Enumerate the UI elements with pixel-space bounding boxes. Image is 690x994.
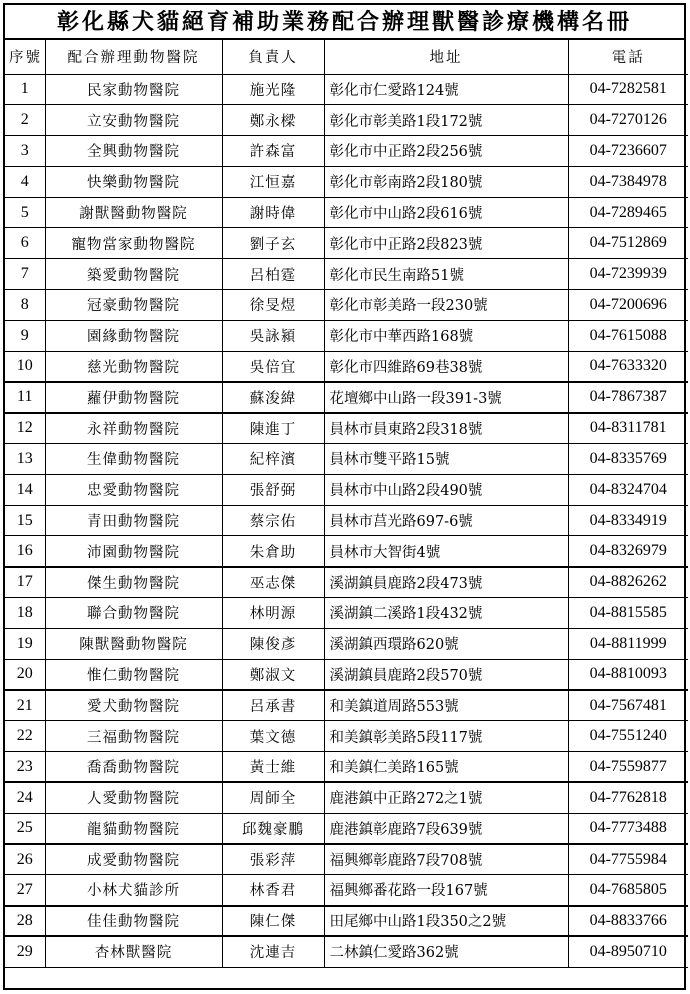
cell-phone: 04-8950710 bbox=[568, 936, 688, 967]
cell-seq: 2 bbox=[5, 105, 45, 136]
cell-phone: 04-8833766 bbox=[568, 906, 688, 937]
cell-clinic-name: 冠豪動物醫院 bbox=[45, 290, 222, 321]
cell-phone: 04-7615088 bbox=[568, 320, 688, 351]
cell-seq: 16 bbox=[5, 536, 45, 567]
cell-phone: 04-8335769 bbox=[568, 444, 688, 475]
header-address: 地址 bbox=[324, 40, 568, 74]
cell-seq: 20 bbox=[5, 659, 45, 690]
table-row bbox=[5, 290, 688, 321]
cell-address: 溪湖鎮西環路620號 bbox=[324, 628, 568, 659]
cell-person: 蘇浚緯 bbox=[222, 382, 324, 413]
cell-address: 彰化市中正路2段256號 bbox=[324, 136, 568, 167]
table-row bbox=[5, 536, 688, 567]
cell-address: 員林市雙平路15號 bbox=[324, 444, 568, 475]
cell-clinic-name: 三福動物醫院 bbox=[45, 721, 222, 752]
cell-person: 吳詠潁 bbox=[222, 320, 324, 351]
cell-address: 員林市大智街4號 bbox=[324, 536, 568, 567]
header-seq: 序號 bbox=[5, 40, 45, 74]
cell-clinic-name: 蘿伊動物醫院 bbox=[45, 382, 222, 413]
cell-seq: 27 bbox=[5, 875, 45, 906]
cell-clinic-name: 全興動物醫院 bbox=[45, 136, 222, 167]
cell-phone: 04-7551240 bbox=[568, 721, 688, 752]
cell-address: 溪湖鎮員鹿路2段473號 bbox=[324, 567, 568, 598]
cell-person: 謝時偉 bbox=[222, 197, 324, 228]
cell-seq: 4 bbox=[5, 166, 45, 197]
cell-clinic-name: 龍貓動物醫院 bbox=[45, 813, 222, 844]
cell-phone: 04-8815585 bbox=[568, 598, 688, 629]
cell-seq: 28 bbox=[5, 906, 45, 937]
cell-seq: 17 bbox=[5, 567, 45, 598]
cell-phone: 04-7512869 bbox=[568, 228, 688, 259]
table-body bbox=[5, 74, 688, 967]
cell-clinic-name: 慈光動物醫院 bbox=[45, 351, 222, 382]
cell-person: 林明源 bbox=[222, 598, 324, 629]
cell-seq: 7 bbox=[5, 259, 45, 290]
cell-person: 蔡宗佑 bbox=[222, 505, 324, 536]
document-title: 彰化縣犬貓絕育補助業務配合辦理獸醫診療機構名冊 bbox=[5, 5, 684, 40]
cell-address: 花壇鄉中山路一段391-3號 bbox=[324, 382, 568, 413]
cell-seq: 3 bbox=[5, 136, 45, 167]
cell-person: 陳俊彥 bbox=[222, 628, 324, 659]
cell-phone: 04-7685805 bbox=[568, 875, 688, 906]
cell-address: 和美鎮仁美路165號 bbox=[324, 752, 568, 783]
table-row bbox=[5, 844, 688, 875]
cell-clinic-name: 謝獸醫動物醫院 bbox=[45, 197, 222, 228]
table-row bbox=[5, 228, 688, 259]
table-row bbox=[5, 752, 688, 783]
table-row bbox=[5, 505, 688, 536]
cell-phone: 04-7270126 bbox=[568, 105, 688, 136]
cell-seq: 8 bbox=[5, 290, 45, 321]
cell-clinic-name: 生偉動物醫院 bbox=[45, 444, 222, 475]
cell-seq: 25 bbox=[5, 813, 45, 844]
table-row bbox=[5, 906, 688, 937]
cell-address: 溪湖鎮員鹿路2段570號 bbox=[324, 659, 568, 690]
cell-person: 施光隆 bbox=[222, 74, 324, 105]
cell-person: 沈連吉 bbox=[222, 936, 324, 967]
cell-clinic-name: 傑生動物醫院 bbox=[45, 567, 222, 598]
table-row bbox=[5, 659, 688, 690]
cell-phone: 04-7289465 bbox=[568, 197, 688, 228]
cell-address: 彰化市彰美路1段172號 bbox=[324, 105, 568, 136]
cell-phone: 04-8826262 bbox=[568, 567, 688, 598]
cell-phone: 04-8311781 bbox=[568, 413, 688, 444]
table-row bbox=[5, 74, 688, 105]
cell-phone: 04-7762818 bbox=[568, 782, 688, 813]
table-row bbox=[5, 136, 688, 167]
cell-seq: 13 bbox=[5, 444, 45, 475]
cell-person: 黃士維 bbox=[222, 752, 324, 783]
cell-phone: 04-8811999 bbox=[568, 628, 688, 659]
cell-phone: 04-7867387 bbox=[568, 382, 688, 413]
cell-seq: 1 bbox=[5, 74, 45, 105]
table-row bbox=[5, 875, 688, 906]
table-row bbox=[5, 813, 688, 844]
cell-clinic-name: 聯合動物醫院 bbox=[45, 598, 222, 629]
cell-address: 彰化市仁愛路124號 bbox=[324, 74, 568, 105]
cell-seq: 15 bbox=[5, 505, 45, 536]
cell-seq: 19 bbox=[5, 628, 45, 659]
cell-person: 劉子玄 bbox=[222, 228, 324, 259]
cell-person: 江恒嘉 bbox=[222, 166, 324, 197]
cell-seq: 24 bbox=[5, 782, 45, 813]
cell-seq: 5 bbox=[5, 197, 45, 228]
cell-address: 福興鄉彰鹿路7段708號 bbox=[324, 844, 568, 875]
cell-person: 張舒弼 bbox=[222, 474, 324, 505]
cell-phone: 04-7200696 bbox=[568, 290, 688, 321]
table-row bbox=[5, 197, 688, 228]
cell-address: 彰化市彰南路2段180號 bbox=[324, 166, 568, 197]
cell-person: 陳進丁 bbox=[222, 413, 324, 444]
cell-person: 張彩萍 bbox=[222, 844, 324, 875]
cell-seq: 11 bbox=[5, 382, 45, 413]
table-row bbox=[5, 105, 688, 136]
cell-person: 葉文德 bbox=[222, 721, 324, 752]
cell-seq: 22 bbox=[5, 721, 45, 752]
cell-address: 彰化市中正路2段823號 bbox=[324, 228, 568, 259]
table-row bbox=[5, 382, 688, 413]
table-row bbox=[5, 782, 688, 813]
cell-address: 員林市中山路2段490號 bbox=[324, 474, 568, 505]
cell-seq: 29 bbox=[5, 936, 45, 967]
cell-phone: 04-7239939 bbox=[568, 259, 688, 290]
table-row bbox=[5, 166, 688, 197]
cell-person: 呂柏霆 bbox=[222, 259, 324, 290]
cell-clinic-name: 忠愛動物醫院 bbox=[45, 474, 222, 505]
table-row bbox=[5, 351, 688, 382]
table-row bbox=[5, 320, 688, 351]
cell-person: 陳仁傑 bbox=[222, 906, 324, 937]
cell-clinic-name: 人愛動物醫院 bbox=[45, 782, 222, 813]
cell-clinic-name: 青田動物醫院 bbox=[45, 505, 222, 536]
cell-clinic-name: 喬喬動物醫院 bbox=[45, 752, 222, 783]
cell-phone: 04-7282581 bbox=[568, 74, 688, 105]
cell-address: 員林市員東路2段318號 bbox=[324, 413, 568, 444]
cell-phone: 04-8810093 bbox=[568, 659, 688, 690]
table-row bbox=[5, 567, 688, 598]
cell-clinic-name: 愛犬動物醫院 bbox=[45, 690, 222, 721]
table-header-row bbox=[5, 40, 688, 74]
cell-seq: 12 bbox=[5, 413, 45, 444]
cell-address: 田尾鄉中山路1段350之2號 bbox=[324, 906, 568, 937]
cell-address: 福興鄉番花路一段167號 bbox=[324, 875, 568, 906]
cell-clinic-name: 立安動物醫院 bbox=[45, 105, 222, 136]
cell-phone: 04-7755984 bbox=[568, 844, 688, 875]
cell-clinic-name: 惟仁動物醫院 bbox=[45, 659, 222, 690]
header-phone: 電話 bbox=[568, 40, 688, 74]
cell-clinic-name: 永祥動物醫院 bbox=[45, 413, 222, 444]
cell-seq: 6 bbox=[5, 228, 45, 259]
cell-phone: 04-7559877 bbox=[568, 752, 688, 783]
table-row bbox=[5, 721, 688, 752]
cell-person: 呂承書 bbox=[222, 690, 324, 721]
cell-address: 彰化市四維路69巷38號 bbox=[324, 351, 568, 382]
header-clinic: 配合辦理動物醫院 bbox=[45, 40, 222, 74]
cell-clinic-name: 沛園動物醫院 bbox=[45, 536, 222, 567]
cell-seq: 14 bbox=[5, 474, 45, 505]
cell-seq: 21 bbox=[5, 690, 45, 721]
cell-clinic-name: 園緣動物醫院 bbox=[45, 320, 222, 351]
cell-address: 鹿港鎮中正路272之1號 bbox=[324, 782, 568, 813]
cell-person: 紀梓濱 bbox=[222, 444, 324, 475]
table-row bbox=[5, 444, 688, 475]
cell-phone: 04-8326979 bbox=[568, 536, 688, 567]
cell-clinic-name: 小林犬貓診所 bbox=[45, 875, 222, 906]
table-row bbox=[5, 936, 688, 967]
cell-address: 溪湖鎮二溪路1段432號 bbox=[324, 598, 568, 629]
cell-phone: 04-8334919 bbox=[568, 505, 688, 536]
cell-address: 彰化市中華西路168號 bbox=[324, 320, 568, 351]
cell-address: 鹿港鎮彰鹿路7段639號 bbox=[324, 813, 568, 844]
cell-clinic-name: 佳佳動物醫院 bbox=[45, 906, 222, 937]
cell-address: 員林市莒光路697-6號 bbox=[324, 505, 568, 536]
clinic-table bbox=[5, 40, 688, 968]
table-row bbox=[5, 690, 688, 721]
cell-phone: 04-8324704 bbox=[568, 474, 688, 505]
cell-seq: 23 bbox=[5, 752, 45, 783]
table-row bbox=[5, 413, 688, 444]
cell-phone: 04-7384978 bbox=[568, 166, 688, 197]
table-row bbox=[5, 474, 688, 505]
cell-seq: 9 bbox=[5, 320, 45, 351]
cell-person: 鄭永樑 bbox=[222, 105, 324, 136]
cell-address: 和美鎮彰美路5段117號 bbox=[324, 721, 568, 752]
cell-person: 邱魏豪鵬 bbox=[222, 813, 324, 844]
cell-person: 徐旻煜 bbox=[222, 290, 324, 321]
document-sheet bbox=[3, 3, 686, 990]
cell-address: 二林鎮仁愛路362號 bbox=[324, 936, 568, 967]
cell-seq: 18 bbox=[5, 598, 45, 629]
cell-clinic-name: 民家動物醫院 bbox=[45, 74, 222, 105]
cell-person: 朱倉助 bbox=[222, 536, 324, 567]
cell-address: 和美鎮道周路553號 bbox=[324, 690, 568, 721]
cell-person: 巫志傑 bbox=[222, 567, 324, 598]
cell-person: 林香君 bbox=[222, 875, 324, 906]
header-person: 負責人 bbox=[222, 40, 324, 74]
cell-address: 彰化市中山路2段616號 bbox=[324, 197, 568, 228]
cell-person: 吳倍宜 bbox=[222, 351, 324, 382]
table-row bbox=[5, 259, 688, 290]
cell-clinic-name: 杏林獸醫院 bbox=[45, 936, 222, 967]
cell-clinic-name: 快樂動物醫院 bbox=[45, 166, 222, 197]
cell-clinic-name: 成愛動物醫院 bbox=[45, 844, 222, 875]
cell-person: 鄭淑文 bbox=[222, 659, 324, 690]
cell-person: 許森富 bbox=[222, 136, 324, 167]
cell-phone: 04-7236607 bbox=[568, 136, 688, 167]
cell-phone: 04-7633320 bbox=[568, 351, 688, 382]
cell-phone: 04-7567481 bbox=[568, 690, 688, 721]
table-row bbox=[5, 628, 688, 659]
cell-phone: 04-7773488 bbox=[568, 813, 688, 844]
cell-seq: 10 bbox=[5, 351, 45, 382]
cell-address: 彰化市民生南路51號 bbox=[324, 259, 568, 290]
cell-clinic-name: 築愛動物醫院 bbox=[45, 259, 222, 290]
cell-address: 彰化市彰美路一段230號 bbox=[324, 290, 568, 321]
table-row bbox=[5, 598, 688, 629]
cell-seq: 26 bbox=[5, 844, 45, 875]
cell-clinic-name: 陳獸醫動物醫院 bbox=[45, 628, 222, 659]
cell-clinic-name: 寵物當家動物醫院 bbox=[45, 228, 222, 259]
cell-person: 周師全 bbox=[222, 782, 324, 813]
